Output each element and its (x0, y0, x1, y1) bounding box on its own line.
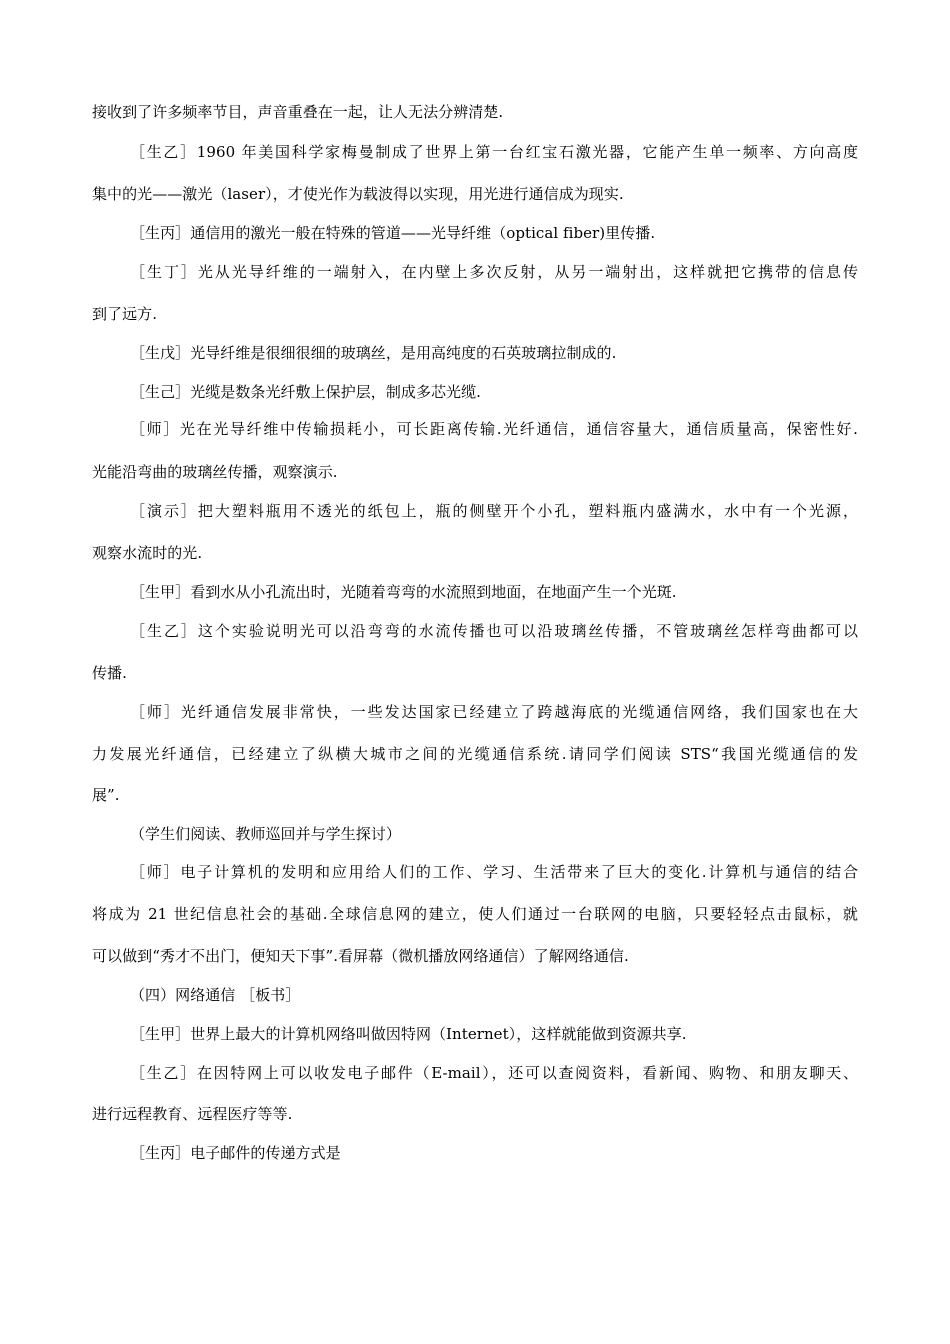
text-line: ［生丙］电子邮件的传递方式是 (130, 1144, 341, 1162)
text-line: ［生甲］世界上最大的计算机网络叫做因特网（Internet），这样就能做到资源共享. (130, 1025, 687, 1043)
text-line: ［生丙］通信用的激光一般在特殊的管道——光导纤维（optical fiber)里传播. (130, 224, 656, 242)
text-line: ［生乙］1960 年美国科学家梅曼制成了世界上第一台红宝石激光器，它能产生单一频率、方向高度 (130, 143, 858, 161)
text-line: （四）网络通信 ［板书］ (130, 986, 301, 1004)
text-line: 接收到了许多频率节目，声音重叠在一起，让人无法分辨清楚. (92, 103, 504, 121)
text-line: ［师］电子计算机的发明和应用给人们的工作、学习、生活带来了巨大的变化.计算机与通信的结合 (130, 863, 858, 881)
text-line: 到了远方. (92, 305, 158, 323)
text-line: ［生甲］看到水从小孔流出时，光随着弯弯的水流照到地面，在地面产生一个光斑. (130, 583, 677, 601)
text-line: 力发展光纤通信，已经建立了纵横大城市之间的光缆通信系统.请同学们阅读 STS“我国光缆通信的发 (92, 745, 858, 763)
text-line: ［师］光纤通信发展非常快，一些发达国家已经建立了跨越海底的光缆通信网络，我们国家也在大 (130, 703, 858, 721)
text-line: ［生乙］在因特网上可以收发电子邮件（E-mail），还可以查阅资料，看新闻、购物、和朋友聊天、 (130, 1064, 858, 1082)
text-line: 光能沿弯曲的玻璃丝传播，观察演示. (92, 463, 338, 481)
text-line: 进行远程教育、远程医疗等等. (92, 1105, 293, 1123)
text-line: 观察水流时的光. (92, 544, 203, 562)
text-line: ［生戊］光导纤维是很细很细的玻璃丝，是用高纯度的石英玻璃拉制成的. (130, 344, 617, 362)
text-line: ［师］光在光导纤维中传输损耗小，可长距离传输.光纤通信，通信容量大，通信质量高，保密性好. (130, 420, 858, 438)
text-line: ［生己］光缆是数条光纤敷上保护层，制成多芯光缆. (130, 383, 481, 401)
text-line: ［演示］把大塑料瓶用不透光的纸包上，瓶的侧壁开个小孔，塑料瓶内盛满水，水中有一个光源， (130, 502, 858, 520)
text-line: ［生乙］这个实验说明光可以沿弯弯的水流传播也可以沿玻璃丝传播，不管玻璃丝怎样弯曲都可以 (130, 622, 858, 640)
text-line: 集中的光——激光（laser），才使光作为载波得以实现，用光进行通信成为现实. (92, 185, 624, 203)
text-line: 将成为 21 世纪信息社会的基础.全球信息网的建立，使人们通过一台联网的电脑，只要轻轻点击鼠标，就 (92, 905, 858, 923)
text-line: 展”. (92, 786, 120, 804)
text-line: 传播. (92, 664, 127, 682)
text-line: ［生丁］光从光导纤维的一端射入，在内壁上多次反射，从另一端射出，这样就把它携带的信息传 (130, 263, 858, 281)
text-line: （学生们阅读、教师巡回并与学生探讨） (130, 825, 401, 843)
text-line: 可以做到“秀才不出门，便知天下事”.看屏幕（微机播放网络通信）了解网络通信. (92, 947, 629, 965)
